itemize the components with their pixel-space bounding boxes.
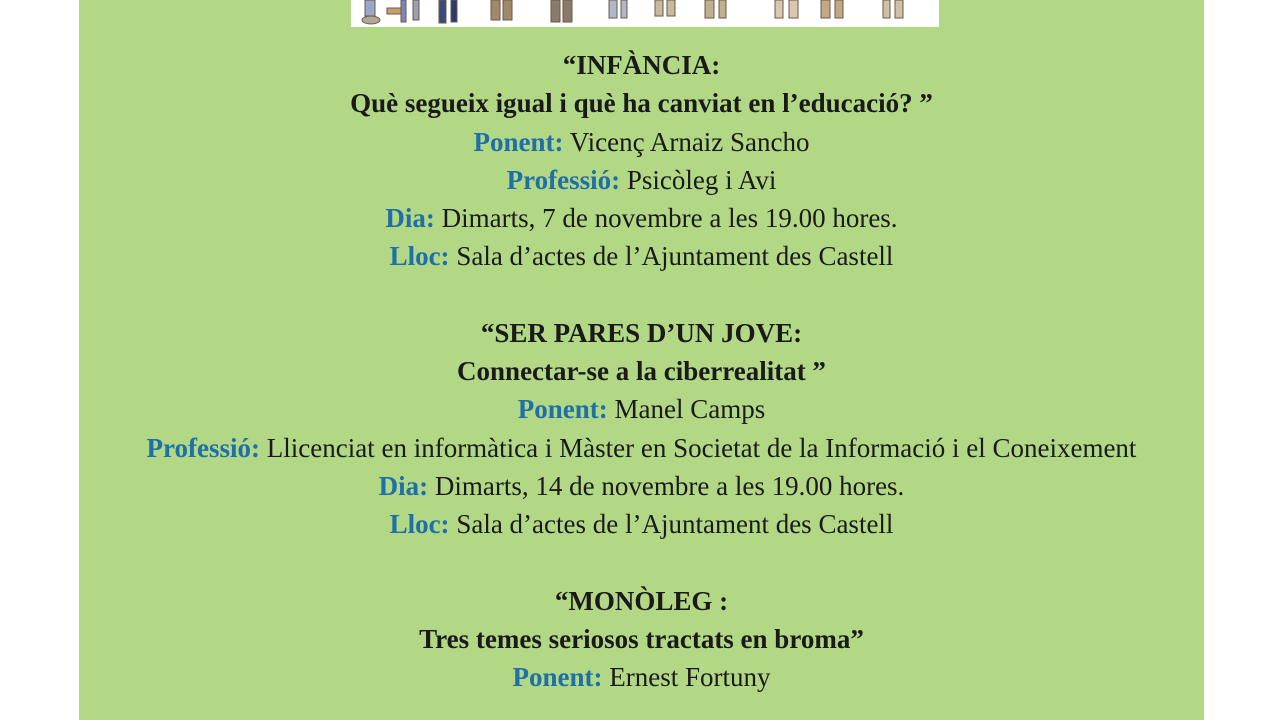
ponent-label: Ponent:	[517, 394, 608, 425]
ponent-value: Vicenç Arnaiz Sancho	[569, 126, 810, 157]
dia-value: Dimarts, 14 de novembre a les 19.00 hores.	[434, 470, 905, 501]
ponent-row	[79, 123, 1204, 161]
ponent-value: Manel Camps	[614, 394, 766, 425]
spacer	[79, 544, 1204, 582]
professio-row	[79, 161, 1204, 199]
people-illustration-banner	[351, 0, 939, 27]
lloc-value: Sala d’actes de l’Ajuntament des Castell	[456, 509, 894, 540]
ponent-row	[79, 658, 1204, 696]
lloc-row	[79, 505, 1204, 543]
dia-label: Dia:	[385, 203, 435, 234]
event-subtitle: Tres temes seriosos tractats en broma”	[419, 623, 864, 654]
professio-label: Professió:	[506, 164, 621, 195]
dia-label: Dia:	[378, 470, 429, 501]
event-block	[79, 46, 1204, 276]
lloc-value: Sala d’actes de l’Ajuntament des Castell	[456, 241, 894, 272]
spacer	[79, 276, 1204, 314]
event-list	[79, 46, 1204, 696]
ponent-label: Ponent:	[512, 662, 603, 693]
lloc-label: Lloc:	[389, 241, 450, 272]
professio-label: Professió:	[146, 432, 261, 463]
ponent-row	[79, 390, 1204, 428]
professio-row	[79, 429, 1204, 467]
professio-value: Psicòleg i Avi	[626, 164, 777, 195]
dia-value: Dimarts, 7 de novembre a les 19.00 hores.	[441, 203, 898, 234]
event-block	[79, 582, 1204, 697]
event-title: “MONÒLEG :	[554, 585, 729, 616]
lloc-label: Lloc:	[389, 509, 450, 540]
event-subtitle: Què segueix igual i què ha canviat en l’educació? ”	[350, 88, 933, 119]
event-title: “SER PARES D’UN JOVE:	[480, 317, 803, 348]
ponent-value: Ernest Fortuny	[609, 662, 771, 693]
event-subtitle: Connectar-se a la ciberrealitat ”	[457, 356, 826, 387]
dia-row	[79, 467, 1204, 505]
ponent-label: Ponent:	[473, 126, 564, 157]
poster-page	[79, 0, 1204, 720]
event-block	[79, 314, 1204, 544]
dia-row	[79, 199, 1204, 237]
professio-value: Llicenciat en informàtica i Màster en Societat de la Informació i el Coneixement	[266, 432, 1137, 463]
event-title: “INFÀNCIA:	[562, 50, 721, 80]
lloc-row	[79, 237, 1204, 275]
people-illustration-icon	[351, 0, 939, 27]
